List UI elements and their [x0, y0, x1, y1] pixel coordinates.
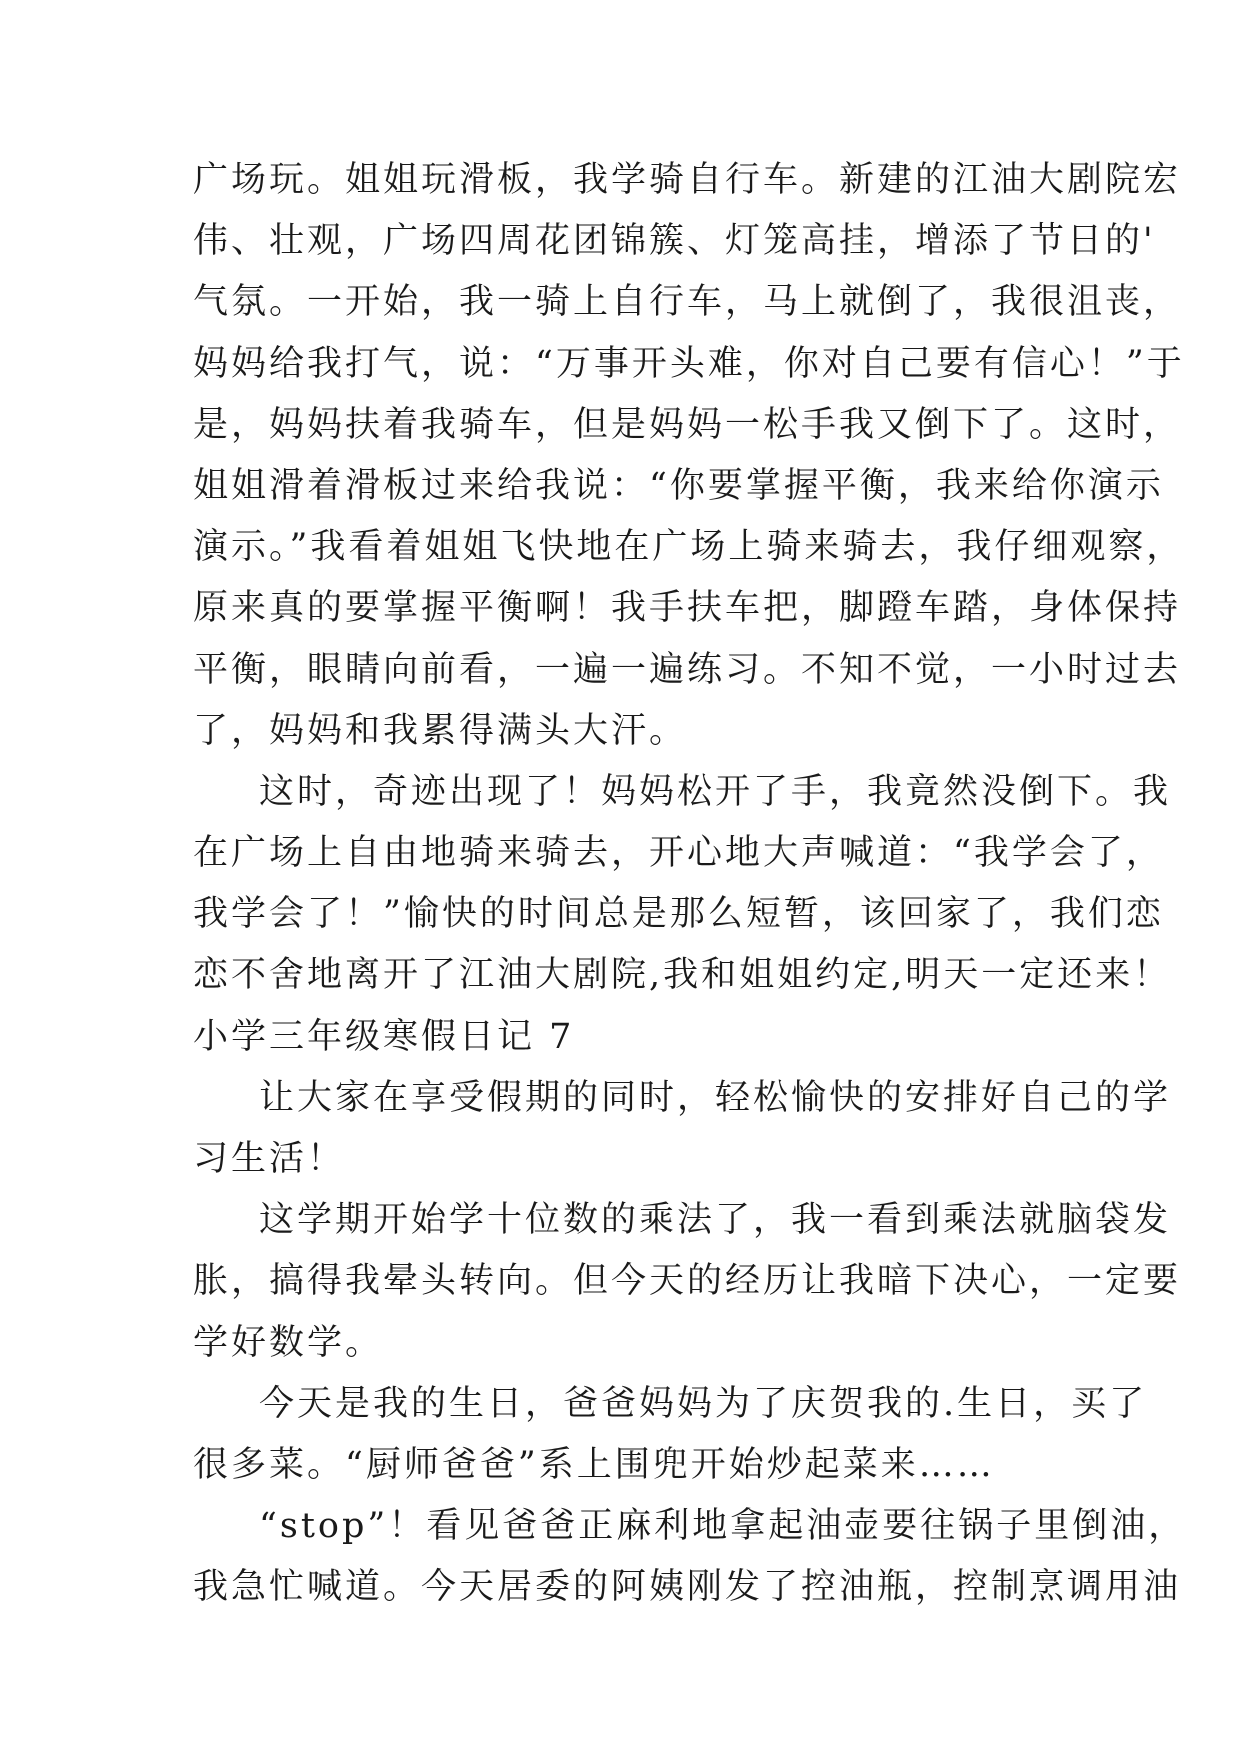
text-line: 恋不舍地离开了江油大剧院,我和姐姐约定,明天一定还来！ — [193, 955, 1172, 996]
text-line: 气氛。一开始，我一骑上自行车，马上就倒了，我很沮丧， — [193, 282, 1182, 323]
text-line: 我急忙喊道。今天居委的阿姨刚发了控油瓶，控制烹调用油 — [193, 1567, 1182, 1608]
text-line: 原来真的要掌握平衡啊！我手扶车把，脚蹬车踏，身体保持 — [193, 588, 1182, 629]
text-line: 是，妈妈扶着我骑车，但是妈妈一松手我又倒下了。这时， — [193, 404, 1182, 445]
text-line: 平衡，眼睛向前看，一遍一遍练习。不知不觉，一小时过去 — [193, 649, 1182, 690]
text-line: 很多菜。“厨师爸爸”系上围兜开始炒起菜来…… — [193, 1444, 995, 1485]
paragraph-start-line: “stop”！看见爸爸正麻利地拿起油壶要往锅子里倒油， — [259, 1506, 1187, 1547]
text-line: 广场玩。姐姐玩滑板，我学骑自行车。新建的江油大剧院宏 — [193, 160, 1182, 200]
text-line: 我学会了！”愉快的时间总是那么短暂，该回家了，我们恋 — [193, 894, 1164, 935]
text-line: 姐姐滑着滑板过来给我说：“你要掌握平衡，我来给你演示 — [193, 465, 1164, 506]
text-line: 妈妈给我打气，说：“万事开头难，你对自己要有信心！”于 — [193, 343, 1185, 384]
text-line: 了，妈妈和我累得满头大汗。 — [193, 710, 688, 751]
text-line: 演示。”我看着姐姐飞快地在广场上骑来骑去，我仔细观察， — [193, 527, 1185, 568]
paragraph-start-line: 这学期开始学十位数的乘法了，我一看到乘法就脑袋发 — [259, 1200, 1172, 1241]
section-heading: 小学三年级寒假日记 7 — [193, 1016, 575, 1057]
text-line: 胀，搞得我晕头转向。但今天的经历让我暗下决心，一定要 — [193, 1261, 1182, 1302]
text-line: 习生活！ — [193, 1139, 346, 1179]
text-line: 学好数学。 — [193, 1322, 384, 1363]
text-line: 伟、壮观，广场四周花团锦簇、灯笼高挂，增添了节日的' — [193, 221, 1156, 262]
paragraph-start-line: 让大家在享受假期的同时，轻松愉快的安排好自己的学 — [259, 1077, 1172, 1118]
paragraph-start-line: 今天是我的生日，爸爸妈妈为了庆贺我的.生日，买了 — [259, 1383, 1148, 1424]
text-line: 在广场上自由地骑来骑去，开心地大声喊道：“我学会了， — [193, 833, 1164, 874]
document-body — [193, 150, 1187, 1619]
paragraph-start-line: 这时，奇迹出现了！妈妈松开了手，我竟然没倒下。我 — [259, 771, 1172, 812]
